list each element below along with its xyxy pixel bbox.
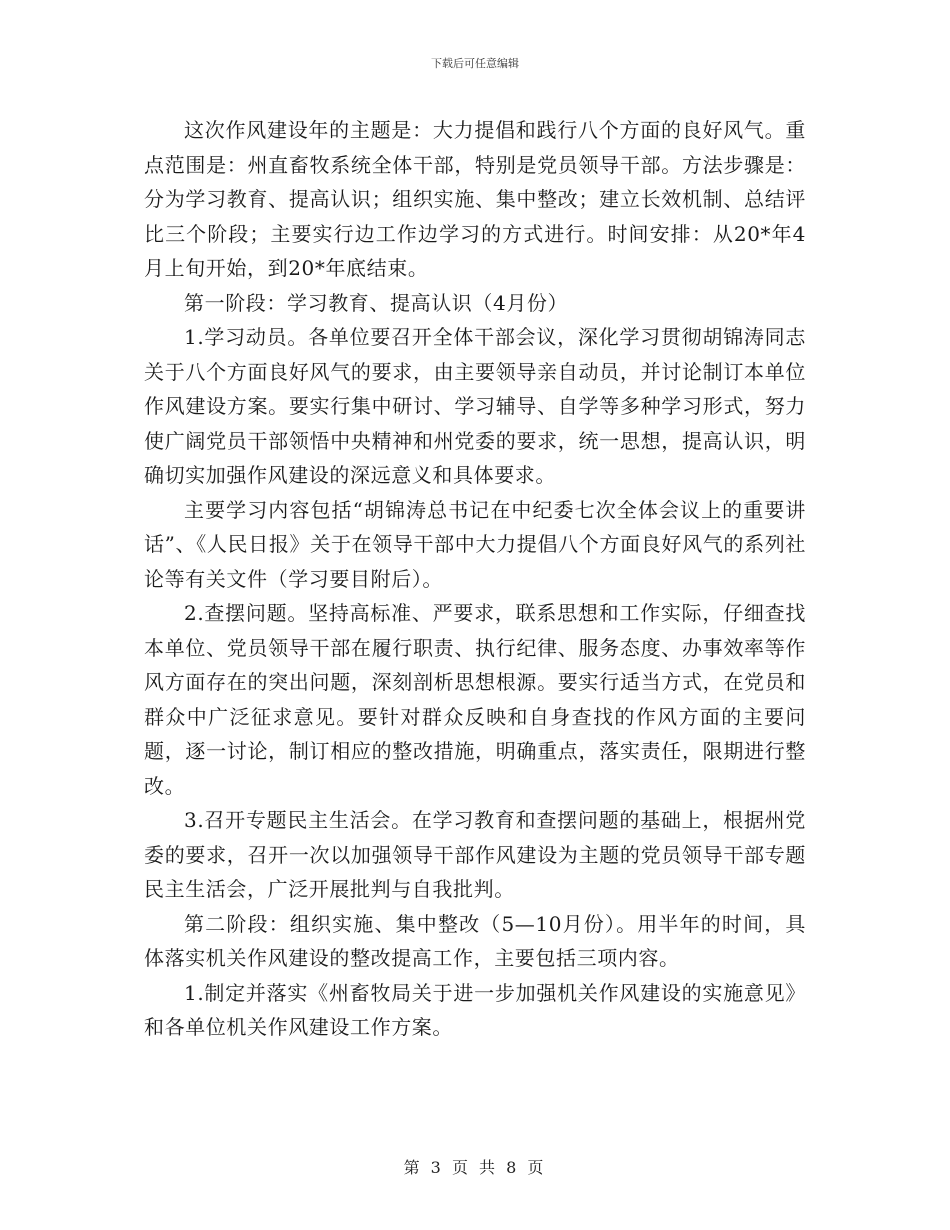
paragraph-implementation-plan: 1.制定并落实《州畜牧局关于进一步加强机关作风建设的实施意见》和各单位机关作风建设工作方案。 (144, 980, 806, 1039)
page-footer: 第 3 页 共 8 页 (403, 1158, 547, 1177)
paragraph-study-content: 主要学习内容包括“胡锦涛总书记在中纪委七次全体会议上的重要讲话”、《人民日报》关于在领导干部中大力提倡八个方面良好风气的系列社论等有关文件（学习要目附后）。 (144, 497, 806, 591)
paragraph-democratic-meeting: 3.召开专题民主生活会。在学习教育和查摆问题的基础上，根据州党委的要求，召开一次以加强领导干部作风建设为主题的党员领导干部专题民主生活会，广泛开展批判与自我批判。 (144, 808, 806, 901)
document-body (144, 113, 806, 1045)
paragraph-stage-one-heading: 第一阶段：学习教育、提高认识（4月份） (184, 290, 569, 315)
paragraph-stage-two-heading: 第二阶段：组织实施、集中整改（5—10月份）。用半年的时间，具体落实机关作风建设的整改提高工作，主要包括三项内容。 (144, 911, 806, 970)
paragraph-theme: 这次作风建设年的主题是：大力提倡和践行八个方面的良好风气。重点范围是：州直畜牧系统全体干部，特别是党员领导干部。方法步骤是：分为学习教育、提高认识；组织实施、集中整改；建立长效机制、总结评比三个阶段；主要实行边工作边学习的方式进行。时间安排：从20*年4月上旬开始，到20*年底结束。 (144, 118, 806, 280)
paragraph-study-mobilization: 1.学习动员。各单位要召开全体干部会议，深化学习贯彻胡锦涛同志关于八个方面良好风气的要求，由主要领导亲自动员，并讨论制订本单位作风建设方案。要实行集中研讨、学习辅导、自学等多种学习形式，努力使广阔党员干部领悟中央精神和州党委的要求，统一思想，提高认识，明确切实加强作风建设的深远意义和具体要求。 (144, 325, 806, 487)
page-header: 下载后可任意编辑 (431, 57, 519, 70)
paragraph-find-problems: 2.查摆问题。坚持高标准、严要求，联系思想和工作实际，仔细查找本单位、党员领导干部在履行职责、执行纪律、服务态度、办事效率等作风方面存在的突出问题，深刻剖析思想根源。要实行适当方式，在党员和群众中广泛征求意见。要针对群众反映和自身查找的作风方面的主要问题，逐一讨论，制订相应的整改措施，明确重点，落实责任，限期进行整改。 (144, 601, 806, 798)
